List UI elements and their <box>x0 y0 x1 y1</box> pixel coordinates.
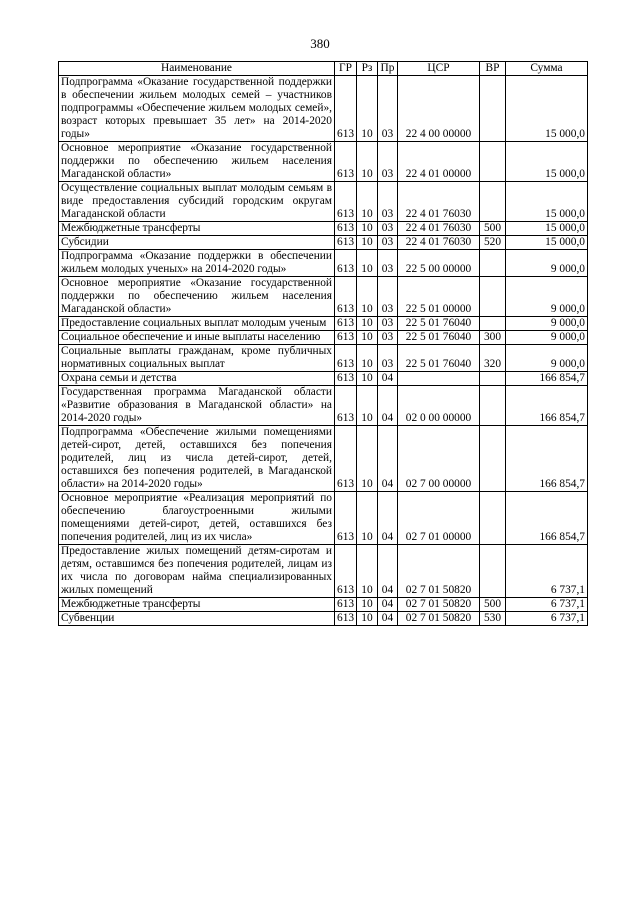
cell-csr: 02 0 00 00000 <box>398 386 480 426</box>
cell-name: Социальное обеспечение и иные выплаты населению <box>59 331 335 345</box>
cell-gr: 613 <box>335 142 357 182</box>
table-body <box>59 76 588 626</box>
cell-vr: 500 <box>480 222 506 236</box>
cell-pr: 03 <box>378 277 398 317</box>
cell-gr: 613 <box>335 545 357 598</box>
cell-rz: 10 <box>357 317 378 331</box>
cell-csr: 22 4 01 76030 <box>398 236 480 250</box>
table-row <box>59 142 588 182</box>
table-row <box>59 386 588 426</box>
cell-sum: 9 000,0 <box>506 317 588 331</box>
cell-pr: 03 <box>378 250 398 277</box>
header-row <box>59 62 588 76</box>
cell-name: Межбюджетные трансферты <box>59 222 335 236</box>
cell-sum: 166 854,7 <box>506 426 588 492</box>
cell-vr <box>480 76 506 142</box>
cell-rz: 10 <box>357 331 378 345</box>
table-row <box>59 492 588 545</box>
cell-sum: 166 854,7 <box>506 492 588 545</box>
page-number: 380 <box>310 36 330 51</box>
table-row <box>59 222 588 236</box>
cell-csr: 22 5 01 00000 <box>398 277 480 317</box>
table-row <box>59 317 588 331</box>
cell-rz: 10 <box>357 612 378 626</box>
cell-name: Предоставление жилых помещений детям-сиротам и детям, оставшимся без попечения родителей, лицам из их числа по договорам найма специализированных жилых помещений <box>59 545 335 598</box>
cell-name: Социальные выплаты гражданам, кроме публичных нормативных социальных выплат <box>59 345 335 372</box>
table-row <box>59 76 588 142</box>
cell-sum: 9 000,0 <box>506 345 588 372</box>
cell-name: Подпрограмма «Оказание государственной поддержки в обеспечении жильем молодых семей – участников подпрограммы «Обеспечение жильем молодых семей», возраст которых превышает 35 лет» на 2014-2020 годы» <box>59 76 335 142</box>
cell-gr: 613 <box>335 372 357 386</box>
cell-name: Государственная программа Магаданской области «Развитие образования в Магаданской области» на 2014-2020 годы» <box>59 386 335 426</box>
cell-pr: 03 <box>378 317 398 331</box>
cell-gr: 613 <box>335 250 357 277</box>
cell-rz: 10 <box>357 142 378 182</box>
cell-sum: 166 854,7 <box>506 372 588 386</box>
cell-gr: 613 <box>335 317 357 331</box>
cell-vr <box>480 250 506 277</box>
cell-pr: 03 <box>378 182 398 222</box>
cell-csr: 22 5 00 00000 <box>398 250 480 277</box>
table-header <box>59 62 588 76</box>
cell-csr: 22 5 01 76040 <box>398 331 480 345</box>
table-row <box>59 250 588 277</box>
cell-vr <box>480 372 506 386</box>
cell-vr <box>480 317 506 331</box>
cell-pr: 04 <box>378 372 398 386</box>
cell-pr: 04 <box>378 598 398 612</box>
cell-gr: 613 <box>335 345 357 372</box>
cell-csr: 22 5 01 76040 <box>398 317 480 331</box>
cell-vr: 300 <box>480 331 506 345</box>
cell-sum: 9 000,0 <box>506 331 588 345</box>
cell-gr: 613 <box>335 236 357 250</box>
cell-pr: 04 <box>378 426 398 492</box>
cell-name: Охрана семьи и детства <box>59 372 335 386</box>
cell-rz: 10 <box>357 277 378 317</box>
cell-pr: 04 <box>378 492 398 545</box>
cell-csr <box>398 372 480 386</box>
table-row <box>59 236 588 250</box>
cell-csr: 02 7 01 00000 <box>398 492 480 545</box>
cell-sum: 15 000,0 <box>506 76 588 142</box>
cell-vr <box>480 386 506 426</box>
cell-gr: 613 <box>335 182 357 222</box>
table-row <box>59 182 588 222</box>
cell-sum: 15 000,0 <box>506 222 588 236</box>
cell-sum: 15 000,0 <box>506 182 588 222</box>
cell-pr: 03 <box>378 236 398 250</box>
cell-sum: 15 000,0 <box>506 142 588 182</box>
cell-rz: 10 <box>357 182 378 222</box>
cell-gr: 613 <box>335 612 357 626</box>
header-gr: ГР <box>335 62 357 76</box>
cell-vr <box>480 545 506 598</box>
cell-name: Основное мероприятие «Оказание государственной поддержки по обеспечению жильем населения Магаданской области» <box>59 277 335 317</box>
cell-rz: 10 <box>357 222 378 236</box>
cell-gr: 613 <box>335 277 357 317</box>
cell-name: Основное мероприятие «Реализация мероприятий по обеспечению благоустроенными жилыми помещениями детей-сирот, детей, оставшихся без попечения родителей, лиц из их числа» <box>59 492 335 545</box>
cell-name: Осуществление социальных выплат молодым семьям в виде предоставления субсидий городским округам Магаданской области <box>59 182 335 222</box>
cell-pr: 03 <box>378 331 398 345</box>
cell-vr: 320 <box>480 345 506 372</box>
cell-sum: 6 737,1 <box>506 545 588 598</box>
cell-vr: 520 <box>480 236 506 250</box>
cell-vr <box>480 492 506 545</box>
cell-gr: 613 <box>335 492 357 545</box>
budget-table <box>58 61 588 626</box>
cell-csr: 02 7 01 50820 <box>398 598 480 612</box>
cell-sum: 9 000,0 <box>506 250 588 277</box>
cell-rz: 10 <box>357 545 378 598</box>
cell-name: Основное мероприятие «Оказание государственной поддержки по обеспечению жильем населения Магаданской области» <box>59 142 335 182</box>
cell-vr <box>480 182 506 222</box>
cell-name: Подпрограмма «Обеспечение жилыми помещениями детей-сирот, детей, оставшихся без попечения родителей, лиц из числа детей-сирот, детей, оставшихся без попечения родителей, в Магаданской области» на 2014-2020 годы» <box>59 426 335 492</box>
cell-sum: 15 000,0 <box>506 236 588 250</box>
cell-sum: 166 854,7 <box>506 386 588 426</box>
cell-vr <box>480 142 506 182</box>
header-csr: ЦСР <box>398 62 480 76</box>
cell-pr: 03 <box>378 142 398 182</box>
cell-csr: 22 4 01 00000 <box>398 142 480 182</box>
cell-rz: 10 <box>357 426 378 492</box>
cell-gr: 613 <box>335 426 357 492</box>
cell-csr: 22 5 01 76040 <box>398 345 480 372</box>
cell-name: Предоставление социальных выплат молодым ученым <box>59 317 335 331</box>
cell-pr: 04 <box>378 386 398 426</box>
cell-rz: 10 <box>357 386 378 426</box>
cell-gr: 613 <box>335 598 357 612</box>
cell-pr: 03 <box>378 76 398 142</box>
cell-vr <box>480 277 506 317</box>
cell-vr: 500 <box>480 598 506 612</box>
cell-csr: 02 7 00 00000 <box>398 426 480 492</box>
table-row <box>59 345 588 372</box>
table-row <box>59 598 588 612</box>
cell-pr: 03 <box>378 222 398 236</box>
cell-csr: 22 4 00 00000 <box>398 76 480 142</box>
cell-rz: 10 <box>357 492 378 545</box>
table-row <box>59 426 588 492</box>
header-pr: Пр <box>378 62 398 76</box>
header-vr: ВР <box>480 62 506 76</box>
cell-rz: 10 <box>357 250 378 277</box>
cell-vr <box>480 426 506 492</box>
cell-csr: 02 7 01 50820 <box>398 612 480 626</box>
cell-gr: 613 <box>335 222 357 236</box>
cell-gr: 613 <box>335 76 357 142</box>
table-row <box>59 277 588 317</box>
cell-pr: 04 <box>378 545 398 598</box>
cell-name: Субсидии <box>59 236 335 250</box>
table-row <box>59 612 588 626</box>
cell-gr: 613 <box>335 386 357 426</box>
cell-rz: 10 <box>357 598 378 612</box>
cell-rz: 10 <box>357 236 378 250</box>
cell-pr: 04 <box>378 612 398 626</box>
cell-vr: 530 <box>480 612 506 626</box>
cell-csr: 22 4 01 76030 <box>398 182 480 222</box>
cell-name: Подпрограмма «Оказание поддержки в обеспечении жильем молодых ученых» на 2014-2020 годы» <box>59 250 335 277</box>
header-rz: Рз <box>357 62 378 76</box>
cell-rz: 10 <box>357 345 378 372</box>
table-row <box>59 545 588 598</box>
cell-name: Межбюджетные трансферты <box>59 598 335 612</box>
cell-pr: 03 <box>378 345 398 372</box>
cell-sum: 6 737,1 <box>506 598 588 612</box>
cell-name: Субвенции <box>59 612 335 626</box>
cell-gr: 613 <box>335 331 357 345</box>
cell-csr: 02 7 01 50820 <box>398 545 480 598</box>
cell-rz: 10 <box>357 372 378 386</box>
table-row <box>59 331 588 345</box>
table-row <box>59 372 588 386</box>
cell-sum: 9 000,0 <box>506 277 588 317</box>
cell-rz: 10 <box>357 76 378 142</box>
cell-csr: 22 4 01 76030 <box>398 222 480 236</box>
header-sum: Сумма <box>506 62 588 76</box>
cell-sum: 6 737,1 <box>506 612 588 626</box>
header-name: Наименование <box>59 62 335 76</box>
